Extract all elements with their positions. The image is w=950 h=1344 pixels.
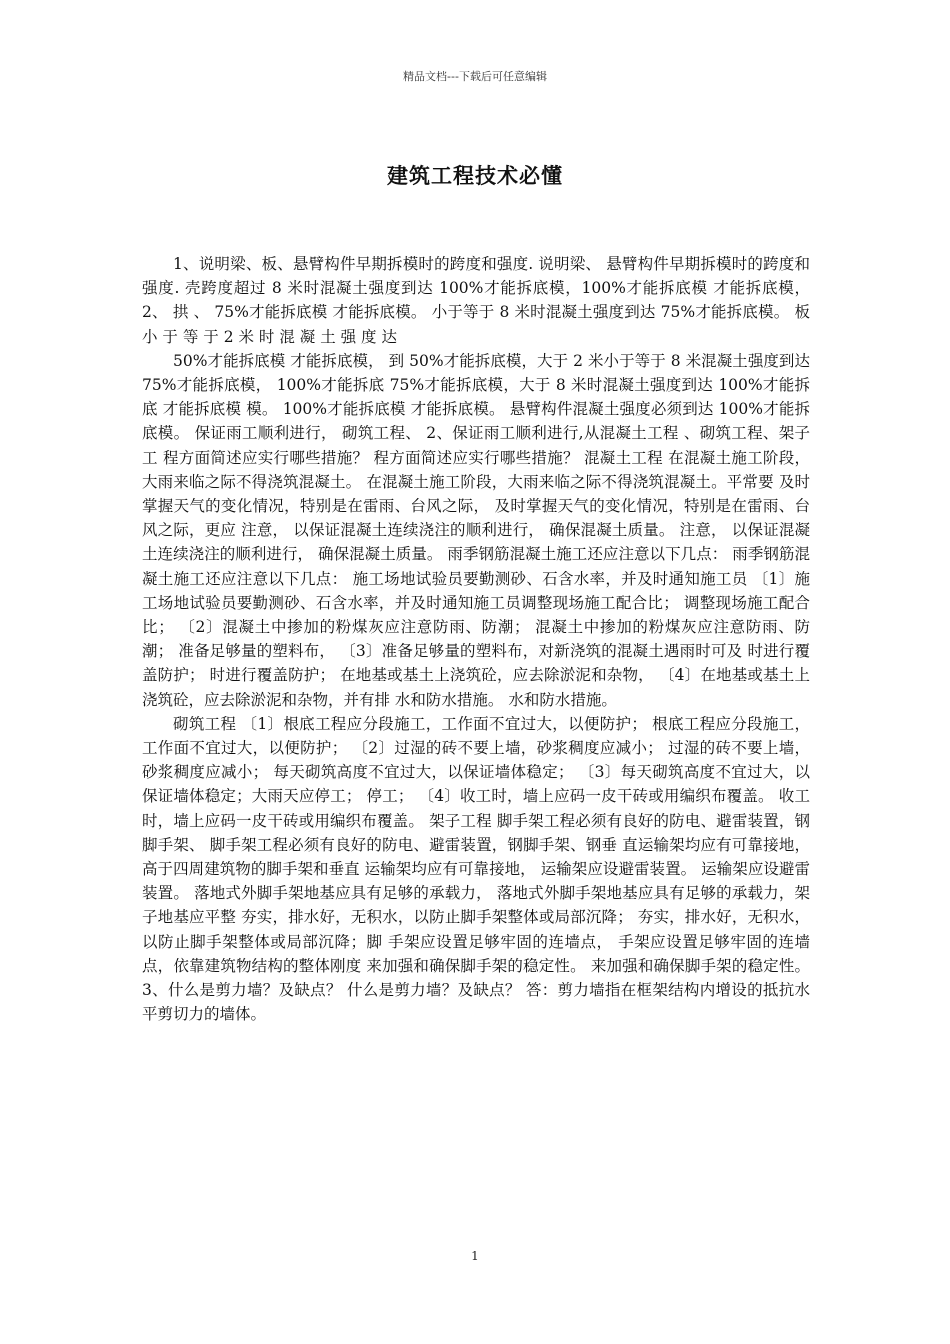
page-header: 精品文档---下载后可任意编辑 (403, 70, 547, 83)
paragraph: 50%才能拆底模 才能拆底模， 到 50%才能拆底模，大于 2 米小于等于 8 米混凝土强度到达 75%才能拆底模， 100%才能拆底 75%才能拆底模，大于 8 米时混凝土强度到达 100%才能拆底 才能拆底模 模。 100%才能拆底模 才能拆底模。 悬臂构件混凝土强度必须到达 100%才能拆底模。 保证雨工顺利进行， 砌筑工程、 2、保证雨工顺利进行,从混凝土工程 、砌筑工程、架子工 程方面简述应实行哪些措施？ 程方面简述应实行哪些措施？ 混凝土工程 在混凝土施工阶段，大雨来临之际不得浇筑混凝土。 在混凝土施工阶段，大雨来临之际不得浇筑混凝土。平常要 及时掌握天气的变化情况，特别是在雷雨、台风之际， 及时掌握天气的变化情况，特别是在雷雨、台风之际，更应 注意， 以保证混凝土连续浇注的顺利进行， 确保混凝土质量。 注意， 以保证混凝土连续浇注的顺利进行， 确保混凝土质量。 雨季钢筋混凝土施工还应注意以下几点： 雨季钢筋混凝土施工还应注意以下几点： 施工场地试验员要勤测砂、石含水率，并及时通知施工员 〔1〕施工场地试验员要勤测砂、石含水率，并及时通知施工员调整现场施工配合比； 调整现场施工配合比； 〔2〕混凝土中掺加的粉煤灰应注意防雨、防潮； 混凝土中掺加的粉煤灰应注意防雨、防潮； 准备足够量的塑料布， 〔3〕准备足够量的塑料布，对新浇筑的混凝土遇雨时可及 时进行覆盖防护； 时进行覆盖防护； 在地基或基土上浇筑砼，应去除淤泥和杂物， 〔4〕在地基或基土上浇筑砼，应去除淤泥和杂物，并有排 水和防水措施。 水和防水措施。 (142, 351, 810, 709)
page-number: 1 (471, 1249, 479, 1263)
document-title: 建筑工程技术必懂 (387, 164, 563, 188)
document-body (142, 252, 810, 1027)
paragraph: 1、说明梁、板、悬臂构件早期拆模时的跨度和强度. 说明梁、 悬臂构件早期拆模时的跨度和强度. 壳跨度超过 8 米时混凝土强度到达 100%才能拆底模，100%才能拆底模 才能拆底模， 2、 拱 、 75%才能拆底模 才能拆底模。 小于等于 8 米时混凝土强度到达 75%才能拆底模。 板 小 于 等 于 2 米 时 混 凝 土 强 度 达 (142, 255, 810, 346)
paragraph: 砌筑工程 〔1〕根底工程应分段施工，工作面不宜过大，以便防护； 根底工程应分段施工，工作面不宜过大，以便防护； 〔2〕过湿的砖不要上墙，砂浆稠度应减小； 过湿的砖不要上墙，砂浆稠度应减小； 每天砌筑高度不宜过大，以保证墙体稳定； 〔3〕每天砌筑高度不宜过大，以保证墙体稳定；大雨天应停工； 停工； 〔4〕收工时，墙上应码一皮干砖或用编织布覆盖。 收工时，墙上应码一皮干砖或用编织布覆盖。 架子工程 脚手架工程必须有良好的防电、避雷装置，钢脚手架、 脚手架工程必须有良好的防电、避雷装置，钢脚手架、钢垂 直运输架均应有可靠接地，高于四周建筑物的脚手架和垂直 运输架均应有可靠接地， 运输架应设避雷装置。 运输架应设避雷装置。 落地式外脚手架地基应具有足够的承载力， 落地式外脚手架地基应具有足够的承载力，架子地基应平整 夯实，排水好，无积水，以防止脚手架整体或局部沉降； 夯实，排水好，无积水，以防止脚手架整体或局部沉降；脚 手架应设置足够牢固的连墙点， 手架应设置足够牢固的连墙点，依靠建筑物结构的整体刚度 来加强和确保脚手架的稳定性。 来加强和确保脚手架的稳定性。 3、什么是剪力墙？及缺点？ 什么是剪力墙？及缺点？ 答：剪力墙指在框架结构内增设的抵抗水平剪切力的墙体。 (142, 714, 810, 1024)
